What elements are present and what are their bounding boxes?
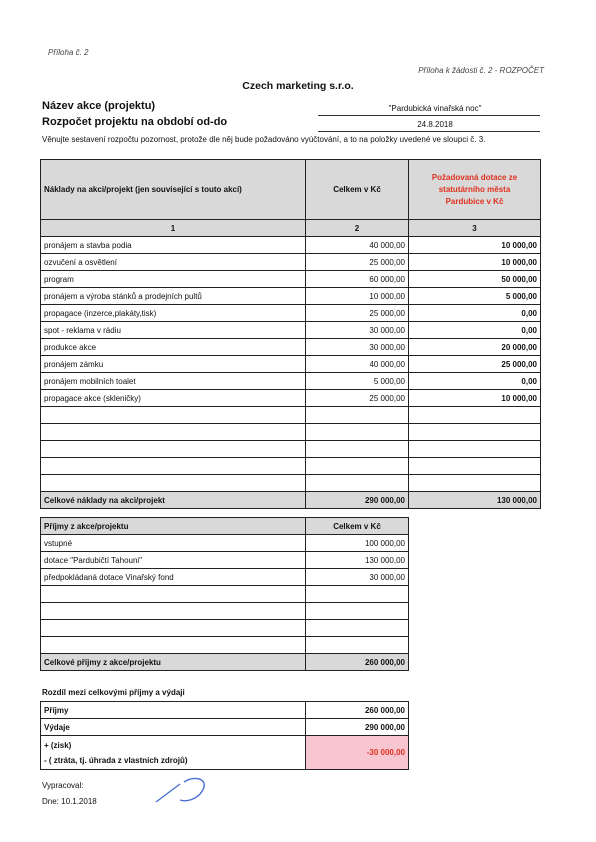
difference-income-row	[41, 702, 409, 719]
cost-grant: 10 000,00	[409, 390, 541, 407]
cost-item: ozvučení a osvětlení	[41, 254, 306, 271]
table-row	[41, 288, 541, 305]
cost-grant: 0,00	[409, 373, 541, 390]
budget-period-label: Rozpočet projektu na období od-do	[42, 116, 228, 128]
difference-loss-label: - ( ztráta, tj. úhrada z vlastních zdrojů)	[44, 755, 188, 765]
budget-period-value: 24.8.2018	[417, 120, 453, 129]
income-total: 30 000,00	[306, 569, 409, 586]
cost-total: 40 000,00	[306, 356, 409, 373]
cost-item: propagace akce (skleničky)	[41, 390, 306, 407]
divider	[318, 131, 540, 132]
cost-total: 10 000,00	[306, 288, 409, 305]
income-total: 100 000,00	[306, 535, 409, 552]
divider	[318, 115, 540, 116]
cost-item: propagace (inzerce,plakáty,tisk)	[41, 305, 306, 322]
costs-header-row	[41, 160, 541, 220]
costs-table	[40, 159, 541, 509]
difference-result-value: -30 000,00	[306, 736, 409, 770]
costs-total-row	[41, 492, 541, 509]
cost-grant: 10 000,00	[409, 254, 541, 271]
difference-table	[40, 701, 409, 770]
table-row	[41, 271, 541, 288]
table-row	[41, 237, 541, 254]
difference-result-row	[41, 736, 409, 770]
difference-income-value: 260 000,00	[306, 702, 409, 719]
table-row	[41, 339, 541, 356]
cost-grant: 0,00	[409, 322, 541, 339]
attachment-note: Příloha č. 2	[48, 48, 89, 57]
instruction-text: Věnujte sestavení rozpočtu pozornost, protože dle něj bude požadováno vyúčtování, a to na položky uvedené ve sloupci č. 3.	[42, 135, 486, 144]
income-total-row	[41, 654, 409, 671]
income-table	[40, 517, 409, 671]
costs-empty-row	[41, 407, 541, 424]
signature-image	[150, 772, 214, 808]
income-empty-row	[41, 603, 409, 620]
difference-expense-label: Výdaje	[41, 719, 306, 736]
col-number: 2	[306, 220, 409, 237]
table-row	[41, 535, 409, 552]
cost-item: pronájem mobilních toalet	[41, 373, 306, 390]
income-total-label: Celkové příjmy z akce/projektu	[41, 654, 306, 671]
date-label: Dne: 10.1.2018	[42, 797, 97, 806]
costs-empty-row	[41, 458, 541, 475]
costs-col-item: Náklady na akci/projekt (jen související s touto akcí)	[41, 160, 306, 220]
cost-total: 40 000,00	[306, 237, 409, 254]
cost-total: 30 000,00	[306, 339, 409, 356]
cost-grant: 50 000,00	[409, 271, 541, 288]
income-col-total: Celkem v Kč	[306, 518, 409, 535]
cost-total: 25 000,00	[306, 254, 409, 271]
costs-col-total: Celkem v Kč	[306, 160, 409, 220]
table-row	[41, 322, 541, 339]
project-name-label: Název akce (projektu)	[42, 100, 156, 112]
cost-total: 30 000,00	[306, 322, 409, 339]
cost-grant: 5 000,00	[409, 288, 541, 305]
table-row	[41, 305, 541, 322]
costs-number-row	[41, 220, 541, 237]
income-col-item: Příjmy z akce/projektu	[41, 518, 306, 535]
project-name-value: "Pardubická vinařská noc"	[388, 104, 482, 113]
table-row	[41, 373, 541, 390]
costs-col-grant: Požadovaná dotace ze statutárního města Pardubice v Kč	[409, 160, 541, 220]
difference-expense-value: 290 000,00	[306, 719, 409, 736]
attachment-note-right: Příloha k žádosti č. 2 - ROZPOČET	[418, 66, 544, 75]
cost-item: pronájem a výroba stánků a prodejních pultů	[41, 288, 306, 305]
col-number: 3	[409, 220, 541, 237]
cost-total: 60 000,00	[306, 271, 409, 288]
table-row	[41, 390, 541, 407]
cost-item: pronájem a stavba podia	[41, 237, 306, 254]
income-empty-row	[41, 620, 409, 637]
income-total-sum: 260 000,00	[306, 654, 409, 671]
difference-result-labels	[41, 736, 306, 770]
difference-profit-label: + (zisk)	[44, 740, 72, 750]
prepared-by-label: Vypracoval:	[42, 781, 84, 790]
table-row	[41, 356, 541, 373]
cost-item: spot - reklama v rádiu	[41, 322, 306, 339]
cost-item: pronájem zámku	[41, 356, 306, 373]
cost-grant: 10 000,00	[409, 237, 541, 254]
costs-total-label: Celkové náklady na akci/projekt	[41, 492, 306, 509]
cost-total: 25 000,00	[306, 390, 409, 407]
difference-title: Rozdíl mezi celkovými příjmy a výdaji	[42, 688, 185, 697]
income-header-row	[41, 518, 409, 535]
cost-grant: 0,00	[409, 305, 541, 322]
difference-income-label: Příjmy	[41, 702, 306, 719]
table-row	[41, 254, 541, 271]
income-item: dotace "Pardubičtí Tahouni"	[41, 552, 306, 569]
cost-total: 25 000,00	[306, 305, 409, 322]
costs-empty-row	[41, 441, 541, 458]
cost-item: program	[41, 271, 306, 288]
costs-total-grant: 130 000,00	[409, 492, 541, 509]
costs-empty-row	[41, 475, 541, 492]
table-row	[41, 552, 409, 569]
costs-total-sum: 290 000,00	[306, 492, 409, 509]
cost-grant: 20 000,00	[409, 339, 541, 356]
col-number: 1	[41, 220, 306, 237]
cost-total: 5 000,00	[306, 373, 409, 390]
costs-empty-row	[41, 424, 541, 441]
income-empty-row	[41, 637, 409, 654]
income-item: vstupné	[41, 535, 306, 552]
income-empty-row	[41, 586, 409, 603]
difference-expense-row	[41, 719, 409, 736]
income-item: předpokládaná dotace Vinařský fond	[41, 569, 306, 586]
table-row	[41, 569, 409, 586]
company-name: Czech marketing s.r.o.	[242, 80, 354, 92]
cost-item: produkce akce	[41, 339, 306, 356]
income-total: 130 000,00	[306, 552, 409, 569]
cost-grant: 25 000,00	[409, 356, 541, 373]
